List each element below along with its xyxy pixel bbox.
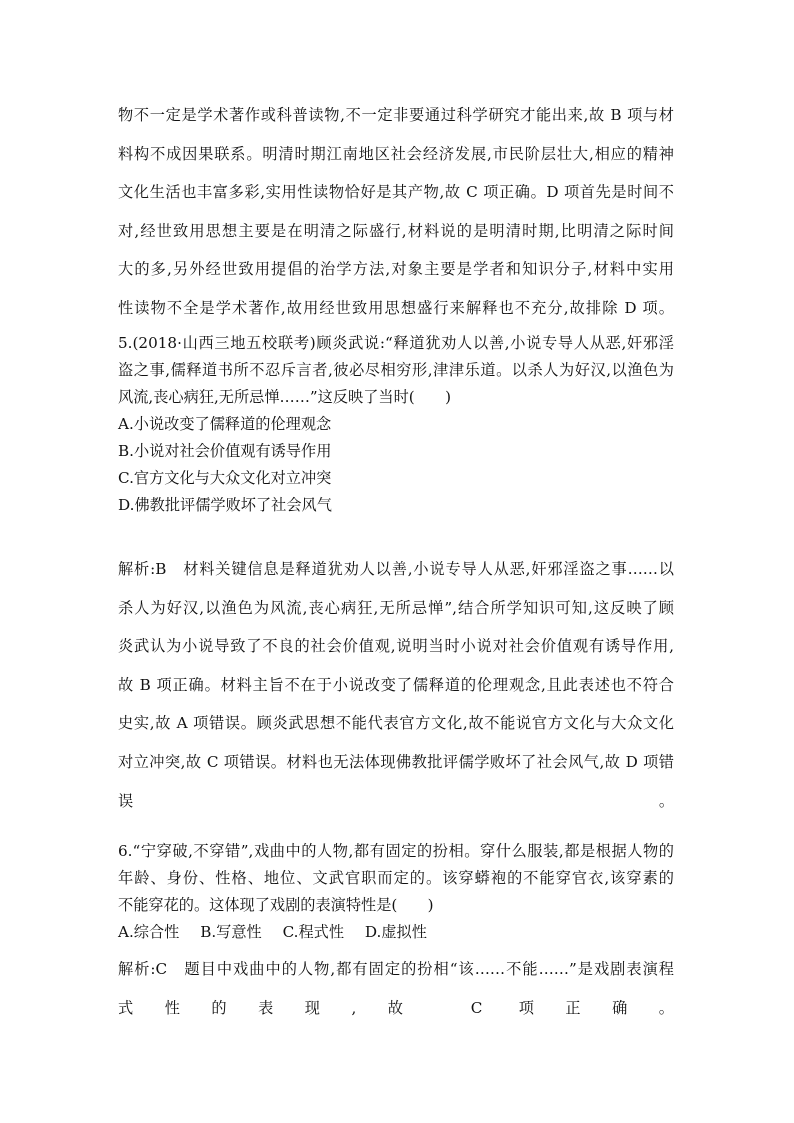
question-5-analysis	[118, 550, 674, 820]
text-line: 物不一定是学术著作或科普读物,不一定非要通过科学研究才能出来,故 B 项与材	[118, 106, 674, 124]
option-b: B.小说对社会价值观有诱导作用	[118, 442, 332, 460]
analysis-line: 解析:B 材料关键信息是释道犹劝人以善,小说专导人从恶,奸邪淫盗之事……以	[118, 560, 674, 578]
question-6-options	[118, 919, 674, 946]
text-line: 大的多,另外经世致用提倡的治学方法,对象主要是学者和知识分子,材料中实用	[118, 260, 674, 279]
option-d: D.佛教批评儒学败坏了社会风气	[118, 496, 332, 514]
option-d: D.虚拟性	[364, 923, 427, 941]
option-a: A.小说改变了儒释道的伦理观念	[118, 415, 332, 433]
option-a: A.综合性	[118, 923, 180, 941]
text-line: 对,经世致用思想主要是在明清之际盛行,材料说的是明清时期,比明清之际时间	[118, 221, 674, 240]
stem-line: 风流,丧心病狂,无所忌惮……”这反映了当时( )	[118, 388, 452, 406]
analysis-line: 故 B 项正确。材料主旨不在于小说改变了儒释道的伦理观念,且此表述也不符合	[118, 675, 674, 694]
stem-line: 盗之事,儒释道书所不忍斥言者,彼必尽相穷形,津津乐道。以杀人为好汉,以渔色为	[118, 361, 674, 379]
stem-line: 6.“宁穿破,不穿错”,戏曲中的人物,都有固定的扮相。穿什么服装,都是根据人物的	[118, 842, 674, 860]
question-6	[118, 838, 674, 946]
analysis-line: 对立冲突,故 C 项错误。材料也无法体现佛教批评儒学败坏了社会风气,故 D 项错	[118, 752, 674, 771]
text-line: 文化生活也丰富多彩,实用性读物恰好是其产物,故 C 项正确。D 项首先是时间不	[118, 183, 674, 202]
text-line: 性读物不全是学术著作,故用经世致用思想盛行来解释也不充分,故排除 D 项。	[118, 298, 674, 317]
option-c: C.程式性	[282, 923, 345, 941]
analysis-continuation	[118, 96, 674, 328]
text-line: 料构不成因果联系。明清时期江南地区社会经济发展,市民阶层壮大,相应的精神	[118, 144, 674, 163]
option-b: B.写意性	[200, 923, 262, 941]
analysis-line: 杀人为好汉,以渔色为风流,丧心病狂,无所忌惮”,结合所学知识可知,这反映了顾	[118, 598, 674, 617]
analysis-line: 炎武认为小说导致了不良的社会价值观,说明当时小说对社会价值观有诱导作用,	[118, 637, 674, 656]
question-5	[118, 330, 674, 519]
analysis-line: 解析:C 题目中戏曲中的人物,都有固定的扮相“该……不能……”是戏剧表演程	[118, 960, 674, 978]
analysis-line: 史实,故 A 项错误。顾炎武思想不能代表官方文化,故不能说官方文化与大众文化	[118, 714, 674, 733]
question-5-options	[118, 411, 674, 519]
analysis-line: 误。	[118, 791, 674, 810]
analysis-line: 式性的表现,故 C 项正确。	[118, 998, 674, 1017]
question-6-stem	[118, 838, 674, 919]
stem-line: 不能穿花的。这体现了戏剧的表演特性是( )	[118, 896, 434, 914]
question-5-stem	[118, 330, 674, 411]
question-6-analysis	[118, 950, 674, 1027]
option-c: C.官方文化与大众文化对立冲突	[118, 469, 332, 487]
stem-line: 5.(2018·山西三地五校联考)顾炎武说:“释道犹劝人以善,小说专导人从恶,奸邪淫	[118, 334, 674, 352]
stem-line: 年龄、身份、性格、地位、文武官职而定的。该穿蟒袍的不能穿官衣,该穿素的	[118, 869, 674, 887]
